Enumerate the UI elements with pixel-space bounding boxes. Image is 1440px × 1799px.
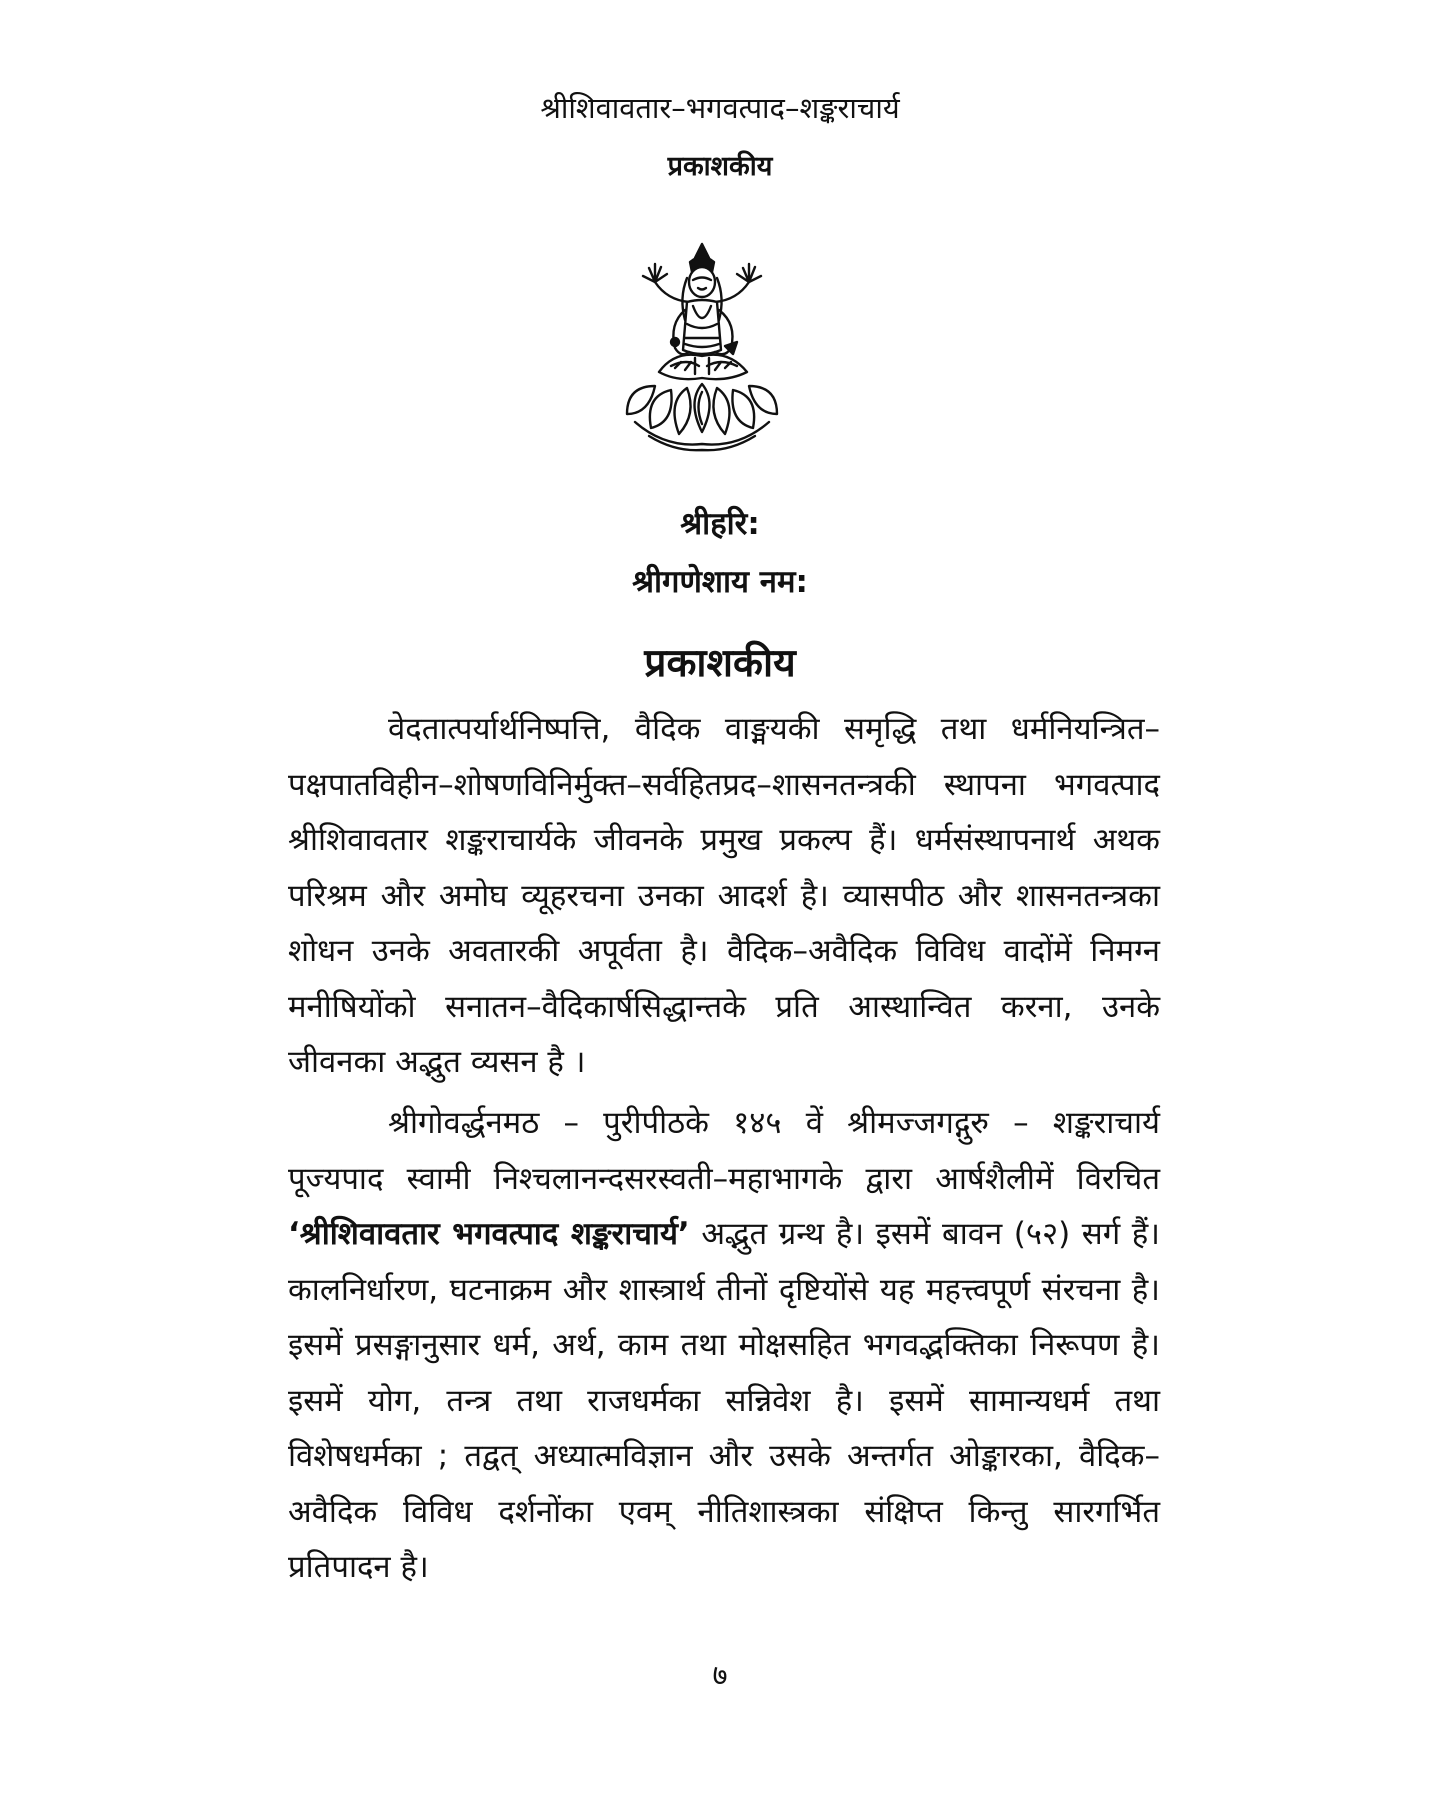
running-section-title: प्रकाशकीय: [667, 151, 773, 182]
paragraph-1-text: वेदतात्पर्यार्थनिष्पत्ति, वैदिक वाङ्मयकी समृद्धि तथा धर्मनियन्त्रित–पक्षपातविहीन–शोषणविनिर्मुक्त–सर्वहितप्रद–शासनतन्त्रकी स्थापना भगवत्पाद श्रीशिवावतार शङ्कराचार्यके जीवनके प्रमुख प्रकल्प हैं। धर्मसंस्थापनार्थ अथक परिश्रम और अमोघ व्यूहरचना उनका आदर्श है। व्यासपीठ और शासनतन्त्रका शोधन उनके अवतारकी अपूर्वता है। वैदिक–अवैदिक विविध वादोंमें निमग्न मनीषियोंको सनातन–वैदिकार्षसिद्धान्तके प्रति आस्थान्वित करना, उनके जीवनका अद्भुत व्यसन है ।: [288, 711, 1160, 1080]
invocation-shri-hari: श्रीहरि:: [680, 506, 760, 542]
paragraph-2-text: [288, 1096, 1160, 1596]
paragraph-2-rest: अद्भुत ग्रन्थ है। इसमें बावन (५२) सर्ग हैं। कालनिर्धारण, घटनाक्रम और शास्त्रार्थ तीनों दृष्टियोंसे यह महत्त्वपूर्ण संरचना है। इसमें प्रसङ्गानुसार धर्म, अर्थ, काम तथा मोक्षसहित भगवद्भक्तिका निरूपण है। इसमें योग, तन्त्र तथा राजधर्मका सन्निवेश है। इसमें सामान्यधर्म तथा विशेषधर्मका ; तद्वत् अध्यात्मविज्ञान और उसके अन्तर्गत ओङ्कारका, वैदिक–अवैदिक विविध दर्शनोंका एवम् नीतिशास्त्रका संक्षिप्त किन्तु सारगर्भित प्रतिपादन है।: [288, 1216, 1160, 1585]
running-header: श्रीशिवावतार–भगवत्पाद–शङ्कराचार्य: [540, 91, 900, 125]
page-number: ७: [712, 1658, 728, 1692]
lakshmi-on-lotus-icon: [615, 238, 790, 456]
paragraph-2: [288, 1096, 1160, 1596]
paragraph-1: [288, 702, 1160, 1091]
paragraph-2-intro: श्रीगोवर्द्धनमठ – पुरीपीठके १४५ वें श्रीमज्जगद्गुरु – शङ्कराचार्य पूज्यपाद स्वामी निश्चलानन्दसरस्वती–महाभागके द्वारा आर्षशैलीमें विरचित: [288, 1105, 1160, 1197]
book-title: ‘श्रीशिवावतार भगवत्पाद शङ्कराचार्य’: [288, 1216, 690, 1252]
page-title: प्रकाशकीय: [644, 641, 796, 686]
invocation-ganesha: श्रीगणेशाय नम:: [632, 564, 808, 600]
